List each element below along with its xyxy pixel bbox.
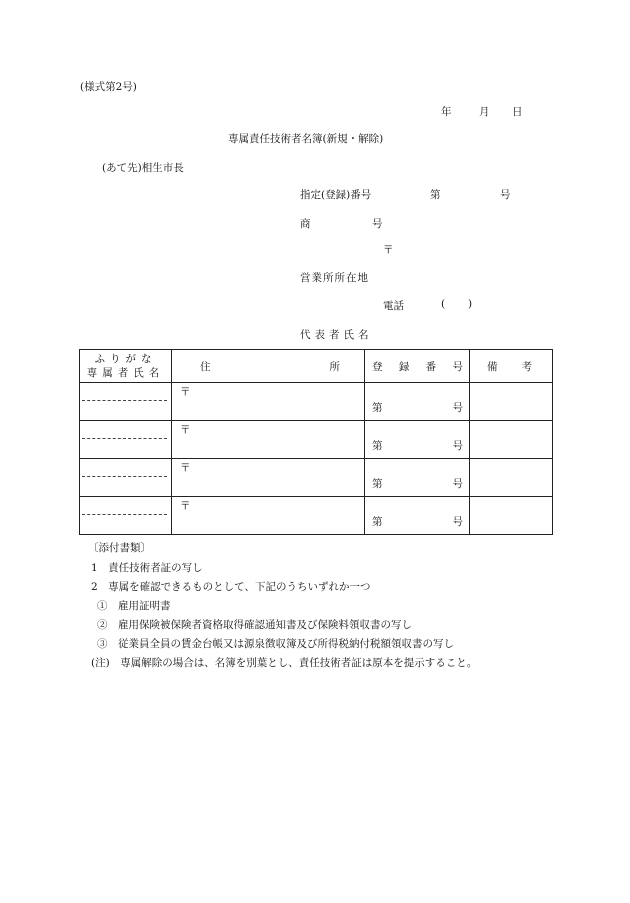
header-remarks [470,350,553,383]
table-header-row [80,350,553,383]
row-postal-mark: 〒 [180,386,191,398]
address-cell[interactable] [172,497,365,535]
date-day-label: 日 [512,106,523,118]
remarks-cell[interactable] [470,497,553,535]
table-row [80,421,553,459]
name-cell[interactable] [80,383,172,421]
row-go: 号 [452,402,463,414]
address-cell[interactable] [172,459,365,497]
header-member-name: 専属者氏名 [86,367,165,379]
header-reg-char: 登 [372,360,383,373]
row-postal-mark: 〒 [180,424,191,436]
registration-cell[interactable] [365,497,470,535]
row-go: 号 [452,478,463,490]
furigana-divider [82,438,167,439]
trade-name-label-first: 商 [300,218,311,230]
attachment-item-1: 1 責任技術者証の写し [91,562,203,574]
furigana-divider [82,400,167,401]
row-dai: 第 [372,440,383,452]
header-remarks-char-2: 考 [521,360,532,373]
header-address-char-1: 住 [200,360,211,373]
name-cell[interactable] [80,459,172,497]
addressee: (あて先)相生市長 [102,162,184,174]
remarks-cell[interactable] [470,459,553,497]
row-go: 号 [452,516,463,528]
attachment-sub-2: ② 雇用保険被保険者資格取得確認通知書及び保険料領収書の写し [97,619,412,631]
trade-name-label-second: 号 [372,218,383,230]
header-reg-char: 番 [425,360,437,373]
phone-paren-close: ) [468,298,473,310]
table-row [80,459,553,497]
technician-registry-table [79,349,553,535]
row-go: 号 [452,440,463,452]
address-cell[interactable] [172,421,365,459]
header-registration-number [365,350,470,383]
name-cell[interactable] [80,421,172,459]
designation-number-label: 指定(登録)番号 [300,189,372,201]
designation-dai: 第 [430,189,441,201]
attachment-sub-3: ③ 従業員全員の賃金台帳又は源泉徴収簿及び所得税納付税額領収書の写し [97,638,454,650]
attachment-item-2: 2 専属を確認できるものとして、下記のうちいずれか一つ [91,581,371,593]
furigana-divider [82,476,167,477]
row-postal-mark: 〒 [180,500,191,512]
date-year-label: 年 [441,106,452,118]
header-reg-char: 録 [398,360,410,373]
phone-label: 電話 [383,300,404,312]
row-dai: 第 [372,402,383,414]
header-address [172,350,365,383]
header-furigana: ふりがな [94,353,157,365]
representative-label: 代表者氏名 [300,329,373,341]
designation-go: 号 [500,189,511,201]
table-row [80,383,553,421]
postal-mark: 〒 [383,244,394,256]
registration-cell[interactable] [365,421,470,459]
row-postal-mark: 〒 [180,462,191,474]
remarks-cell[interactable] [470,383,553,421]
furigana-divider [82,514,167,515]
phone-paren-open: ( [441,298,446,310]
remarks-cell[interactable] [470,421,553,459]
address-cell[interactable] [172,383,365,421]
attachment-sub-1: ① 雇用証明書 [97,600,171,612]
table-row [80,497,553,535]
form-number: (様式第2号) [80,81,137,93]
row-dai: 第 [372,516,383,528]
attachments-heading: 〔添付書類〕 [88,542,151,554]
header-name [80,350,172,383]
header-address-char-2: 所 [329,360,340,373]
row-dai: 第 [372,478,383,490]
header-reg-char: 号 [452,360,463,373]
registration-cell[interactable] [365,459,470,497]
note-text: (注) 専属解除の場合は、名簿を別葉とし、責任技術者証は原本を提示すること。 [91,657,478,669]
header-remarks-char-1: 備 [487,360,498,373]
office-address-label: 営業所所在地 [300,272,369,284]
registration-cell[interactable] [365,383,470,421]
name-cell[interactable] [80,497,172,535]
date-month-label: 月 [479,106,490,118]
document-title: 専属責任技術者名簿(新規・解除) [228,133,384,145]
